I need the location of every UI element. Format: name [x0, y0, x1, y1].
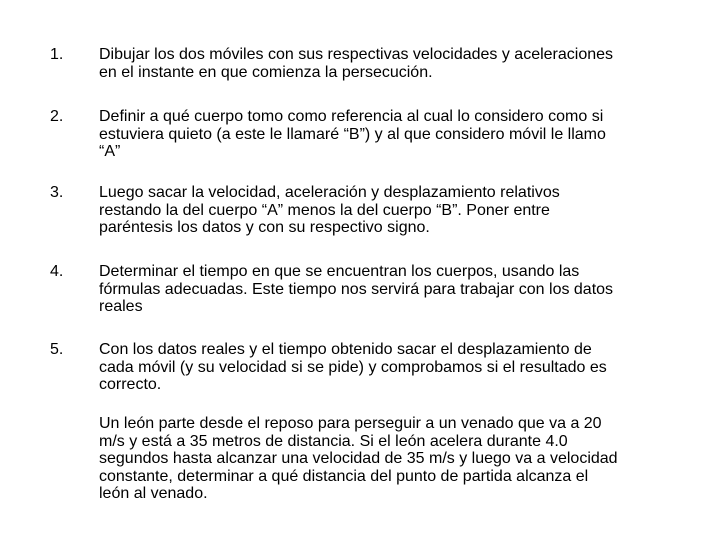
- step-text: Definir a qué cuerpo tomo como referencia al cual lo considero como si estuviera quieto (a este le llamaré “B”) y al que considero móvil le llamo “A”: [99, 108, 606, 160]
- step-number: 2.: [50, 108, 64, 125]
- step-text: Luego sacar la velocidad, aceleración y desplazamiento relativos restando la del cuerpo “A” menos la del cuerpo “B”. Poner entre paréntesis los datos y con su respectivo signo.: [99, 184, 560, 236]
- step-number: 3.: [50, 184, 64, 201]
- step-text: Dibujar los dos móviles con sus respectivas velocidades y aceleraciones en el instante en que comienza la persecución.: [99, 46, 614, 81]
- step-number: 5.: [50, 341, 64, 358]
- step-text: Determinar el tiempo en que se encuentran los cuerpos, usando las fórmulas adecuadas. Este tiempo nos servirá para trabajar con los datos reales: [99, 263, 614, 315]
- step-number: 4.: [50, 263, 64, 280]
- step-number: 1.: [50, 46, 64, 63]
- problem-text: Un león parte desde el reposo para perseguir a un venado que va a 20 m/s y está a 35 metros de distancia. Si el león acelera durante 4.0 segundos hasta alcanzar una velocidad de 35 m/s y luego va a velocidad constante, determinar a qué distancia del punto de partida alcanza el león al venado.: [99, 415, 618, 502]
- step-text: Con los datos reales y el tiempo obtenido sacar el desplazamiento de cada móvil (y su velocidad si se pide) y comprobamos si el resultado es correcto.: [99, 341, 607, 393]
